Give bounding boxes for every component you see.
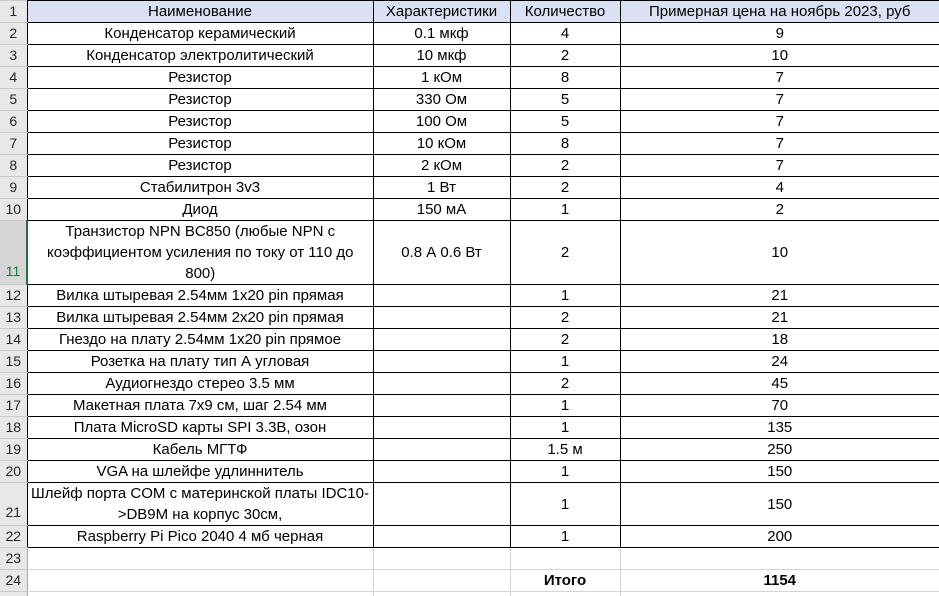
cell-spec[interactable]: 330 Ом <box>373 89 510 111</box>
cell-spec[interactable] <box>373 395 510 417</box>
table-row <box>0 461 939 483</box>
cell-qty[interactable]: 1 <box>510 395 620 417</box>
cell-name[interactable]: Шлейф порта COM с материнской платы IDC10->DB9M на корпус 30см, <box>27 483 373 526</box>
cell-qty[interactable]: 4 <box>510 23 620 45</box>
column-header-spec[interactable]: Характеристики <box>373 1 510 23</box>
cell-name[interactable]: Вилка штыревая 2.54мм 1x20 pin прямая <box>27 285 373 307</box>
table-row <box>0 45 939 67</box>
table-row <box>0 23 939 45</box>
cell-name[interactable]: Raspberry Pi Pico 2040 4 мб черная <box>27 526 373 548</box>
cell-price[interactable]: 10 <box>620 45 939 67</box>
cell-name[interactable]: Конденсатор керамический <box>27 23 373 45</box>
cell-price[interactable]: 70 <box>620 395 939 417</box>
cell-qty[interactable]: 1 <box>510 483 620 526</box>
cell-price[interactable]: 7 <box>620 155 939 177</box>
cell-qty[interactable]: 1 <box>510 461 620 483</box>
row-header[interactable]: 12 <box>0 285 27 307</box>
row-header[interactable]: 24 <box>0 570 27 592</box>
row-header[interactable]: 13 <box>0 307 27 329</box>
table-row <box>0 221 939 285</box>
cell-price[interactable] <box>620 592 939 596</box>
table-row <box>0 199 939 221</box>
row-header[interactable]: 17 <box>0 395 27 417</box>
table-row <box>0 373 939 395</box>
row-header[interactable]: 21 <box>0 483 27 526</box>
cell-price[interactable]: 21 <box>620 285 939 307</box>
cell-price[interactable]: 150 <box>620 461 939 483</box>
cell-name[interactable]: VGA на шлейфе удлиннитель <box>27 461 373 483</box>
cell-name[interactable]: Конденсатор электролитический <box>27 45 373 67</box>
row-header[interactable]: 2 <box>0 23 27 45</box>
cell-spec[interactable] <box>373 373 510 395</box>
cell-name[interactable]: Плата MicroSD карты SPI 3.3В, озон <box>27 417 373 439</box>
cell-name[interactable]: Диод <box>27 199 373 221</box>
cell-name[interactable]: Гнездо на плату 2.54мм 1x20 pin прямое <box>27 329 373 351</box>
cell-name[interactable]: Аудиогнездо стерео 3.5 мм <box>27 373 373 395</box>
cell-qty[interactable]: 1 <box>510 417 620 439</box>
cell-qty[interactable]: 2 <box>510 45 620 67</box>
cell-spec[interactable]: 0.8 А 0.6 Вт <box>373 221 510 285</box>
cell-spec[interactable] <box>373 307 510 329</box>
cell-qty[interactable]: 8 <box>510 133 620 155</box>
cell-name[interactable]: Резистор <box>27 89 373 111</box>
cell-spec[interactable] <box>373 417 510 439</box>
table-row <box>0 439 939 461</box>
cell-spec[interactable] <box>373 329 510 351</box>
table-row <box>0 67 939 89</box>
cell-spec[interactable] <box>373 483 510 526</box>
cell-price[interactable]: 135 <box>620 417 939 439</box>
cell-price[interactable]: 7 <box>620 89 939 111</box>
row-header[interactable]: 4 <box>0 67 27 89</box>
cell-price[interactable]: 24 <box>620 351 939 373</box>
cell-qty[interactable] <box>510 548 620 570</box>
table-row <box>0 89 939 111</box>
cell-price[interactable]: 250 <box>620 439 939 461</box>
table-row <box>0 111 939 133</box>
table-row <box>0 329 939 351</box>
row-header[interactable]: 14 <box>0 329 27 351</box>
cell-price[interactable]: 4 <box>620 177 939 199</box>
cell-spec[interactable] <box>373 570 510 592</box>
total-row <box>0 570 939 592</box>
cell-spec[interactable]: 10 мкф <box>373 45 510 67</box>
column-header-name[interactable]: Наименование <box>27 1 373 23</box>
row-header[interactable]: 8 <box>0 155 27 177</box>
cell-qty[interactable]: 2 <box>510 373 620 395</box>
row-header[interactable]: 23 <box>0 548 27 570</box>
table-row <box>0 395 939 417</box>
cell-spec[interactable] <box>373 439 510 461</box>
row-header[interactable]: 18 <box>0 417 27 439</box>
row-header[interactable]: 20 <box>0 461 27 483</box>
cell-spec[interactable] <box>373 461 510 483</box>
cell-spec[interactable] <box>373 285 510 307</box>
row-header[interactable]: 19 <box>0 439 27 461</box>
cell-qty[interactable]: 8 <box>510 67 620 89</box>
cell-spec[interactable] <box>373 526 510 548</box>
table-row <box>0 133 939 155</box>
row-header[interactable]: 7 <box>0 133 27 155</box>
cell-name[interactable] <box>27 570 373 592</box>
table-row <box>0 417 939 439</box>
table-row <box>0 155 939 177</box>
cell-spec[interactable]: 2 кОм <box>373 155 510 177</box>
row-header[interactable]: 22 <box>0 526 27 548</box>
table-row <box>0 285 939 307</box>
cell-name[interactable] <box>27 548 373 570</box>
cell-qty[interactable]: 5 <box>510 111 620 133</box>
cell-price[interactable]: 200 <box>620 526 939 548</box>
cell-qty[interactable]: 2 <box>510 221 620 285</box>
row-header[interactable]: 15 <box>0 351 27 373</box>
table-row <box>0 351 939 373</box>
table-body <box>0 1 939 548</box>
cell-spec[interactable]: 10 кОм <box>373 133 510 155</box>
cell-name[interactable]: Транзистор NPN BC850 (любые NPN с коэффициентом усиления по току от 110 до 800) <box>27 221 373 285</box>
cell-name[interactable]: Резистор <box>27 67 373 89</box>
cell-spec[interactable] <box>373 592 510 596</box>
partial-row <box>0 592 939 596</box>
cell-qty[interactable]: 1 <box>510 351 620 373</box>
cell-spec[interactable]: 1 кОм <box>373 67 510 89</box>
cell-qty[interactable]: 1 <box>510 526 620 548</box>
cell-name[interactable]: Макетная плата 7x9 см, шаг 2.54 мм <box>27 395 373 417</box>
row-header[interactable]: 1 <box>0 1 27 23</box>
cell-qty[interactable] <box>510 592 620 596</box>
table-row <box>0 307 939 329</box>
cell-qty[interactable]: 2 <box>510 155 620 177</box>
cell-price[interactable]: 2 <box>620 199 939 221</box>
cell-price[interactable]: 150 <box>620 483 939 526</box>
row-header[interactable]: 6 <box>0 111 27 133</box>
row-header[interactable]: 3 <box>0 45 27 67</box>
cell-name[interactable]: Розетка на плату тип А угловая <box>27 351 373 373</box>
cell-qty[interactable]: 2 <box>510 307 620 329</box>
footer-body <box>0 548 939 596</box>
cell-name[interactable] <box>27 592 373 596</box>
cell-price[interactable] <box>620 548 939 570</box>
cell-qty[interactable]: 1 <box>510 199 620 221</box>
cell-name[interactable]: Резистор <box>27 155 373 177</box>
cell-price[interactable]: 7 <box>620 111 939 133</box>
column-header-row <box>0 1 939 23</box>
cell-name[interactable]: Резистор <box>27 133 373 155</box>
cell-price[interactable]: 9 <box>620 23 939 45</box>
cell-spec[interactable]: 1 Вт <box>373 177 510 199</box>
row-header[interactable]: 16 <box>0 373 27 395</box>
cell-name[interactable]: Резистор <box>27 111 373 133</box>
cell-spec[interactable]: 150 мА <box>373 199 510 221</box>
table-row <box>0 483 939 526</box>
cell-qty[interactable]: 1.5 м <box>510 439 620 461</box>
table-row <box>0 177 939 199</box>
row-header[interactable]: 5 <box>0 89 27 111</box>
cell-name[interactable]: Кабель МГТФ <box>27 439 373 461</box>
row-header[interactable]: 9 <box>0 177 27 199</box>
cell-price[interactable]: 7 <box>620 67 939 89</box>
cell-price[interactable]: 7 <box>620 133 939 155</box>
cell-qty[interactable]: 2 <box>510 329 620 351</box>
table-row <box>0 526 939 548</box>
column-header-price[interactable]: Примерная цена на ноябрь 2023, руб <box>620 1 939 23</box>
cell-price[interactable]: 21 <box>620 307 939 329</box>
total-value[interactable]: 1154 <box>620 570 939 592</box>
cell-name[interactable]: Стабилитрон 3v3 <box>27 177 373 199</box>
cell-price[interactable]: 45 <box>620 373 939 395</box>
cell-price[interactable]: 10 <box>620 221 939 285</box>
cell-spec[interactable]: 0.1 мкф <box>373 23 510 45</box>
cell-qty[interactable]: 2 <box>510 177 620 199</box>
row-header[interactable] <box>0 592 27 596</box>
total-label[interactable]: Итого <box>510 570 620 592</box>
cell-qty[interactable]: 5 <box>510 89 620 111</box>
cell-qty[interactable]: 1 <box>510 285 620 307</box>
cell-spec[interactable]: 100 Ом <box>373 111 510 133</box>
row-header[interactable]: 10 <box>0 199 27 221</box>
cell-spec[interactable] <box>373 351 510 373</box>
cell-spec[interactable] <box>373 548 510 570</box>
column-header-qty[interactable]: Количество <box>510 1 620 23</box>
cell-price[interactable]: 18 <box>620 329 939 351</box>
empty-row <box>0 548 939 570</box>
row-header[interactable]: 11 <box>0 221 27 285</box>
cell-name[interactable]: Вилка штыревая 2.54мм 2x20 pin прямая <box>27 307 373 329</box>
